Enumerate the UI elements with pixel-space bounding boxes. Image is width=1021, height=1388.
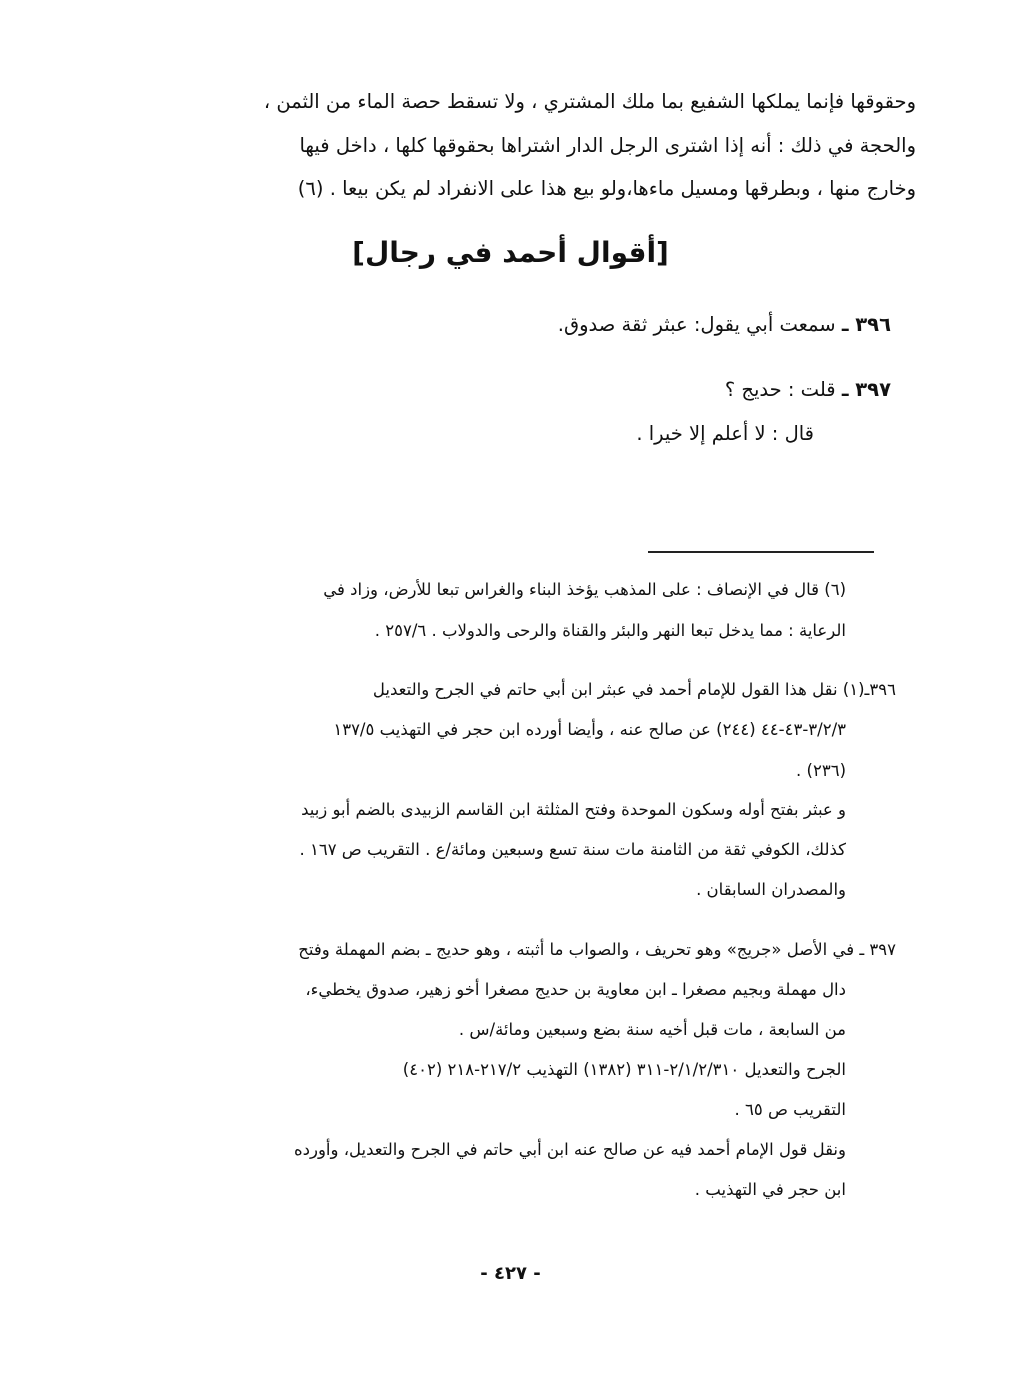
main-text-line-2: والحجة في ذلك : أنه إذا اشترى الرجل الدار اشتراها بحقوقها كلها ، داخل فيها (299, 134, 916, 157)
footnote-397-line-6: ونقل قول الإمام أحمد فيه عن صالح عنه ابن أبي حاتم في الجرح والتعديل، وأورده (294, 1140, 846, 1159)
main-text-line-1: وحقوقها فإنما يملكها الشفيع بما ملك المشتري ، ولا تسقط حصة الماء من الثمن ، (263, 90, 916, 113)
entry-text: سمعت أبي يقول: عبثر ثقة صدوق. (557, 313, 836, 336)
footnote-397-line-5: التقريب ص ٦٥ . (734, 1100, 846, 1119)
footnote-397-line-7: ابن حجر في التهذيب . (694, 1180, 846, 1199)
footnote-6-line-2: الرعاية : مما يدخل تبعا النهر والبئر والقناة والرحى والدولاب . ٢٥٧/٦ . (374, 621, 846, 640)
entry-number: ٣٩٧ ـ (841, 378, 891, 401)
footnote-396-line-6: والمصدران السابقان . (696, 880, 846, 899)
footnote-397-line-2: دال مهملة وبجيم مصغرا ـ ابن معاوية بن حديج مصغرا أخو زهير، صدوق يخطيء، (305, 980, 846, 999)
entry-396 (558, 313, 891, 336)
footnote-396-line-5: كذلك، الكوفي ثقة من الثامنة مات سنة تسع وسبعين ومائة/ع . التقريب ص ١٦٧ . (299, 840, 846, 859)
main-text-line-3: وخارج منها ، وبطرقها ومسيل ماءها،ولو بيع هذا على الانفراد لم يكن بيعا . (٦) (297, 177, 916, 200)
entry-text: قلت : حديج ؟ (724, 378, 836, 401)
page-number: - ٤٢٧ - (480, 1263, 541, 1284)
footnote-396-line-4: و عبثر بفتح أوله وسكون الموحدة وفتح المثلثة ابن القاسم الزبيدى بالضم أبو زبيد (301, 800, 846, 819)
footnote-396-line-2: ٣/٢/٣-٤٣-٤٤ (٢٤٤) عن صالح عنه ، وأيضا أورده ابن حجر في التهذيب ١٣٧/٥ (333, 720, 846, 739)
footnote-6-line-1: (٦) قال في الإنصاف : على المذهب يؤخذ البناء والغراس تبعا للأرض، وزاد في (323, 580, 846, 599)
section-heading: [أقوال أحمد في رجال] (352, 236, 669, 269)
footnote-separator (648, 551, 874, 553)
footnote-397-line-4: الجرح والتعديل ٢/١/٢/٣١٠-٣١١ (١٣٨٢) التهذيب ٢١٧/٢-٢١٨ (٤٠٢) (402, 1060, 846, 1079)
entry-397 (725, 378, 891, 401)
footnote-396-line-3: . (٢٣٦) (796, 761, 846, 780)
footnote-396-line-1: ٣٩٦ـ(١) نقل هذا القول للإمام أحمد في عبثر ابن أبي حاتم في الجرح والتعديل (372, 680, 896, 699)
entry-number: ٣٩٦ ـ (841, 313, 891, 336)
entry-397-answer: قال : لا أعلم إلا خيرا . (636, 422, 814, 445)
footnote-397-line-3: من السابعة ، مات قبل أخيه سنة بضع وسبعين ومائة/س . (458, 1020, 846, 1039)
footnote-397-line-1: ٣٩٧ ـ في الأصل «جريج» وهو تحريف ، والصواب ما أثبته ، وهو حديج ـ بضم المهملة وفتح (298, 940, 896, 959)
